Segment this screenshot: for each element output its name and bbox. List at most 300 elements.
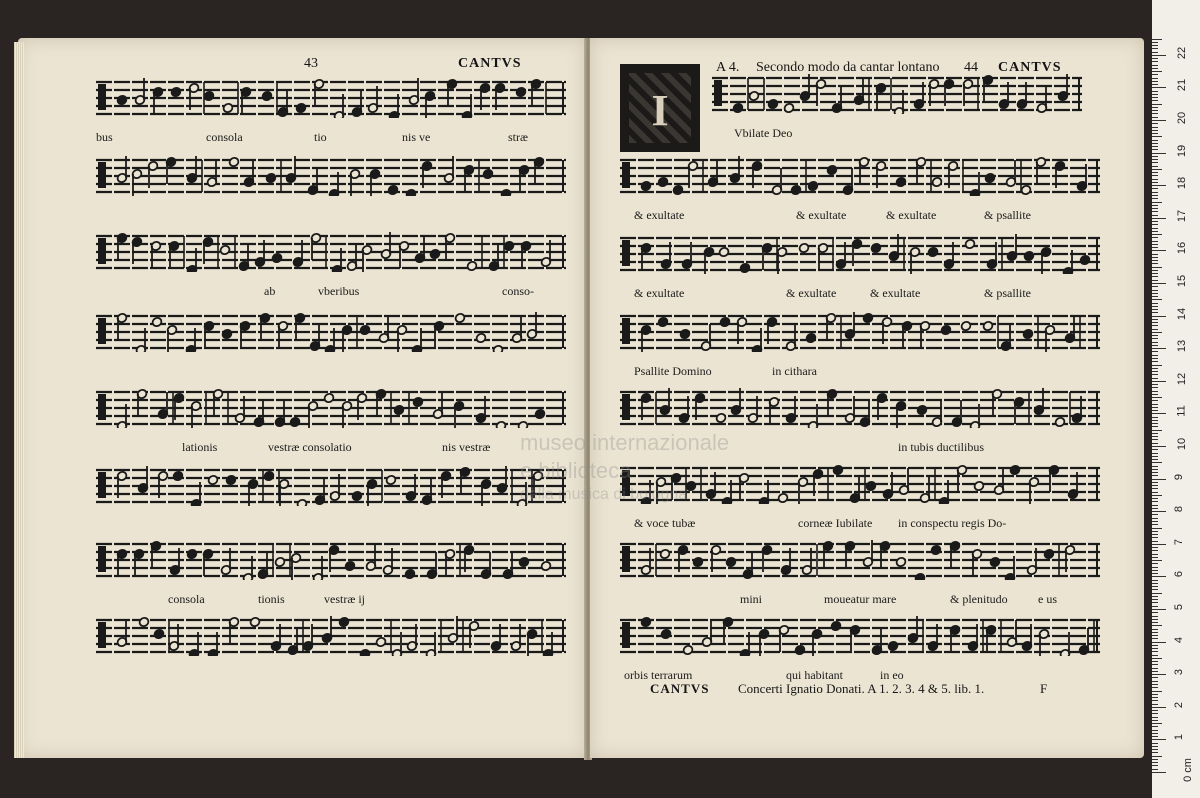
music-staff xyxy=(620,312,1100,352)
ruler-tick xyxy=(1152,691,1162,692)
ruler-label: 14 xyxy=(1176,307,1189,320)
ruler-tick xyxy=(1152,560,1162,561)
ruler-tick xyxy=(1152,563,1158,564)
lyric-text: & psallite xyxy=(984,286,1031,300)
ruler-tick xyxy=(1152,537,1158,538)
initial-letter: I xyxy=(651,86,669,135)
ruler-tick xyxy=(1152,655,1158,656)
ruler-tick xyxy=(1152,664,1158,665)
music-staff xyxy=(620,388,1100,428)
ruler-tick xyxy=(1152,681,1158,682)
ruler-tick xyxy=(1152,456,1158,457)
ruler-tick xyxy=(1152,39,1162,40)
ruler-tick xyxy=(1152,247,1158,248)
ruler-tick xyxy=(1152,299,1162,300)
lyric-text: & exultate xyxy=(870,286,921,300)
ruler-tick xyxy=(1152,338,1158,339)
ruler-tick xyxy=(1152,91,1158,92)
ruler-tick xyxy=(1152,739,1166,740)
page-edge xyxy=(14,42,24,758)
ruler-tick xyxy=(1152,361,1158,362)
watermark-line-3: della musica di bologna xyxy=(520,486,688,503)
ruler-label: 3 xyxy=(1173,669,1186,676)
ruler-tick xyxy=(1152,45,1158,46)
ruler-tick xyxy=(1152,625,1162,626)
ruler-tick xyxy=(1152,231,1158,232)
ruler-label: 5 xyxy=(1173,603,1186,611)
ruler-label: 6 xyxy=(1173,571,1186,578)
ruler-tick xyxy=(1152,547,1158,548)
ruler-tick xyxy=(1152,175,1158,176)
ruler-label: 20 xyxy=(1176,111,1189,125)
ruler-tick xyxy=(1152,348,1166,349)
ruler-tick xyxy=(1152,303,1158,304)
ruler-tick xyxy=(1152,632,1158,633)
ruler-tick xyxy=(1152,677,1158,678)
ruler-tick xyxy=(1152,104,1162,105)
ruler-tick xyxy=(1152,436,1158,437)
ruler-tick xyxy=(1152,459,1158,460)
ruler-tick xyxy=(1152,117,1158,118)
lyric-text: & plenitudo xyxy=(950,592,1008,606)
ruler-tick xyxy=(1152,746,1158,747)
music-staff xyxy=(620,540,1100,580)
ruler-tick xyxy=(1152,78,1158,79)
lyric-text: orbis terrarum xyxy=(624,668,693,682)
ruler-tick xyxy=(1152,257,1158,258)
lyric-text: mini xyxy=(740,592,763,606)
ruler-tick xyxy=(1152,365,1162,366)
ruler-tick xyxy=(1152,159,1158,160)
ruler-tick xyxy=(1152,756,1162,757)
lyric-text: & exultate xyxy=(634,208,685,222)
ruler-tick xyxy=(1152,475,1158,476)
lyric-text: Vbilate Deo xyxy=(734,126,793,140)
ruler-tick xyxy=(1152,671,1158,672)
ruler-tick xyxy=(1152,720,1158,721)
lyric-text: & exultate xyxy=(886,208,937,222)
lyric-text: nis vestræ xyxy=(442,440,491,454)
ruler-tick xyxy=(1152,149,1158,150)
ruler-tick xyxy=(1152,433,1158,434)
ruler-label: 16 xyxy=(1176,242,1189,255)
ruler-tick xyxy=(1152,482,1158,483)
music-staff xyxy=(96,466,566,506)
ruler-tick xyxy=(1152,71,1162,72)
ruler-tick xyxy=(1152,726,1158,727)
ruler-tick xyxy=(1152,55,1166,56)
ruler-tick xyxy=(1152,381,1166,382)
ruler-tick xyxy=(1152,84,1158,85)
lyric-text: bus xyxy=(96,130,113,144)
ruler-tick xyxy=(1152,616,1158,617)
right-running-head: CANTVS xyxy=(998,60,1062,75)
ruler-tick xyxy=(1152,136,1162,137)
ruler-tick xyxy=(1152,717,1158,718)
ruler-tick xyxy=(1152,505,1158,506)
ruler-tick xyxy=(1152,316,1166,317)
ruler-tick xyxy=(1152,514,1158,515)
ruler-tick xyxy=(1152,749,1158,750)
ruler-label: 4 xyxy=(1173,636,1186,643)
ruler-tick xyxy=(1152,179,1158,180)
piece-title: Secondo modo da cantar lontano xyxy=(756,60,940,75)
ruler-tick xyxy=(1152,466,1158,467)
music-staff xyxy=(712,74,1082,114)
ruler-tick xyxy=(1152,413,1166,414)
ruler-tick xyxy=(1152,127,1158,128)
ruler-tick xyxy=(1152,273,1158,274)
ruler-label: 11 xyxy=(1175,405,1188,418)
ruler-tick xyxy=(1152,293,1158,294)
lyric-text: lationis xyxy=(182,440,218,454)
ruler-tick xyxy=(1152,668,1158,669)
ruler-tick xyxy=(1152,182,1158,183)
ruler-tick xyxy=(1152,211,1158,212)
ruler-tick xyxy=(1152,599,1158,600)
ruler-tick xyxy=(1152,309,1158,310)
ruler-tick xyxy=(1152,557,1158,558)
ruler-tick xyxy=(1152,61,1158,62)
ruler-tick xyxy=(1152,371,1158,372)
ruler-tick xyxy=(1152,312,1158,313)
music-staff xyxy=(620,616,1100,656)
lyric-text: moueatur mare xyxy=(824,592,897,606)
lyric-text: in eo xyxy=(880,668,904,682)
music-staff xyxy=(620,156,1100,196)
ruler-label: 15 xyxy=(1176,274,1189,288)
ruler-tick xyxy=(1152,743,1158,744)
ruler-tick xyxy=(1152,645,1158,646)
ruler-tick xyxy=(1152,74,1158,75)
ruler-tick xyxy=(1152,198,1158,199)
ruler-tick xyxy=(1152,541,1158,542)
ruler-tick xyxy=(1152,87,1166,88)
ruler-tick xyxy=(1152,156,1158,157)
ruler-label: 7 xyxy=(1173,538,1186,545)
ruler-label: 13 xyxy=(1176,340,1189,353)
ruler-tick xyxy=(1152,378,1158,379)
lyric-text: nis ve xyxy=(402,130,431,144)
ruler-tick xyxy=(1152,97,1158,98)
ruler-tick xyxy=(1152,752,1158,753)
music-staff xyxy=(96,540,566,580)
lyric-text: tio xyxy=(314,130,327,144)
ruler-tick xyxy=(1152,254,1158,255)
ruler-tick xyxy=(1152,524,1158,525)
ruler-tick xyxy=(1152,697,1158,698)
ruler-label: 21 xyxy=(1176,79,1189,92)
ruler-label: 22 xyxy=(1176,46,1189,59)
ruler-tick xyxy=(1152,762,1158,763)
ruler-tick xyxy=(1152,651,1158,652)
ruler-tick xyxy=(1152,765,1158,766)
ruler-tick xyxy=(1152,707,1166,708)
ruler-tick xyxy=(1152,244,1158,245)
lyric-text: vestræ consolatio xyxy=(268,440,352,454)
ruler-tick xyxy=(1152,107,1158,108)
ruler-tick xyxy=(1152,704,1158,705)
ruler-tick xyxy=(1152,202,1162,203)
ruler-tick xyxy=(1152,492,1158,493)
ruler-tick xyxy=(1152,81,1158,82)
ruler-tick xyxy=(1152,263,1158,264)
ruler-tick xyxy=(1152,420,1158,421)
ruler-tick xyxy=(1152,100,1158,101)
music-staff xyxy=(620,234,1100,274)
ruler-tick xyxy=(1152,449,1158,450)
ruler-label: 18 xyxy=(1176,177,1189,190)
ruler-tick xyxy=(1152,192,1158,193)
ruler-tick xyxy=(1152,521,1158,522)
music-staff xyxy=(96,78,566,118)
left-page-number: 43 xyxy=(304,56,318,71)
ruler-tick xyxy=(1152,215,1158,216)
ruler-tick xyxy=(1152,195,1158,196)
ruler-tick xyxy=(1152,658,1162,659)
ruler-tick xyxy=(1152,205,1158,206)
left-page xyxy=(18,38,586,758)
ruler-tick xyxy=(1152,270,1158,271)
ruler-tick xyxy=(1152,684,1158,685)
ruler-label: 2 xyxy=(1173,701,1186,708)
ruler-tick xyxy=(1152,130,1158,131)
ruler-tick xyxy=(1152,140,1158,141)
lyric-text: consola xyxy=(206,130,243,144)
lyric-text: conso- xyxy=(502,284,534,298)
ruler-tick xyxy=(1152,687,1158,688)
ruler-label: 17 xyxy=(1176,209,1189,222)
ruler-tick xyxy=(1152,166,1158,167)
ruler-tick xyxy=(1152,153,1166,154)
ruler-tick xyxy=(1152,518,1158,519)
footer-voice: CANTVS xyxy=(650,681,710,696)
ruler-tick xyxy=(1152,508,1158,509)
ruler-tick xyxy=(1152,583,1158,584)
lyric-text: ab xyxy=(264,284,276,298)
ruler-tick xyxy=(1152,234,1162,235)
ruler-tick xyxy=(1152,276,1158,277)
signature-mark: F xyxy=(1040,681,1048,696)
ruler-label: 1 xyxy=(1173,734,1186,741)
ruler-tick xyxy=(1152,609,1166,610)
ruler-tick xyxy=(1152,453,1158,454)
ruler-tick xyxy=(1152,531,1158,532)
ruler-tick xyxy=(1152,736,1158,737)
ruler-tick xyxy=(1152,570,1158,571)
lyric-text: vberibus xyxy=(318,284,360,298)
ruler-tick xyxy=(1152,286,1158,287)
ruler-tick xyxy=(1152,407,1158,408)
ruler-label: 19 xyxy=(1176,144,1189,157)
music-staff xyxy=(96,232,566,272)
ruler-label: 0 cm xyxy=(1181,758,1194,782)
ruler-tick xyxy=(1152,162,1158,163)
ruler-label: 8 xyxy=(1173,506,1186,513)
ruler-tick xyxy=(1152,619,1158,620)
ruler-tick xyxy=(1152,52,1158,53)
ruler-tick xyxy=(1152,629,1158,630)
music-staff xyxy=(96,616,566,656)
ruler-tick xyxy=(1152,146,1158,147)
ruler-tick xyxy=(1152,472,1158,473)
voice-count: A 4. xyxy=(716,60,740,75)
lyric-text: in tubis ductilibus xyxy=(898,440,985,454)
ruler-tick xyxy=(1152,576,1166,577)
ruler-tick xyxy=(1152,469,1158,470)
ruler-tick xyxy=(1152,772,1166,773)
lyric-text: in cithara xyxy=(772,364,817,378)
ruler-tick xyxy=(1152,94,1158,95)
ruler-tick xyxy=(1152,446,1166,447)
lyric-text: qui habitant xyxy=(786,668,843,682)
watermark-line-1: museo internazionale xyxy=(520,430,730,455)
ruler-tick xyxy=(1152,713,1158,714)
ruler-tick xyxy=(1152,391,1158,392)
ruler-tick xyxy=(1152,172,1158,173)
ruler-tick xyxy=(1152,358,1158,359)
right-page-number: 44 xyxy=(964,60,978,75)
ruler-tick xyxy=(1152,400,1158,401)
ruler-tick xyxy=(1152,544,1166,545)
ruler-tick xyxy=(1152,554,1158,555)
ruler-label: 12 xyxy=(1176,372,1189,385)
music-staff xyxy=(620,464,1100,504)
ruler-tick xyxy=(1152,267,1162,268)
ruler-tick xyxy=(1152,488,1158,489)
lyric-text: corneæ Iubilate xyxy=(798,516,873,530)
watermark-line-2: e biblioteca xyxy=(520,458,632,483)
lyric-text: in conspectu regis Do- xyxy=(898,516,1007,530)
ruler-tick xyxy=(1152,498,1158,499)
ruler-tick xyxy=(1152,430,1162,431)
music-staff xyxy=(96,156,566,196)
ruler-tick xyxy=(1152,573,1158,574)
left-running-head: CANTVS xyxy=(458,56,522,71)
decorated-initial xyxy=(620,64,700,152)
music-staff xyxy=(96,312,566,352)
ruler-tick xyxy=(1152,224,1158,225)
ruler-tick xyxy=(1152,462,1162,463)
ruler-tick xyxy=(1152,133,1158,134)
lyric-text: & exultate xyxy=(786,286,837,300)
ruler-tick xyxy=(1152,241,1158,242)
ruler-tick xyxy=(1152,113,1158,114)
music-staff xyxy=(96,388,566,428)
ruler-tick xyxy=(1152,674,1166,675)
ruler-tick xyxy=(1152,612,1158,613)
ruler-tick xyxy=(1152,485,1158,486)
ruler-tick xyxy=(1152,661,1158,662)
lyric-text: stræ xyxy=(508,130,529,144)
ruler-tick xyxy=(1152,534,1158,535)
ruler-tick xyxy=(1152,479,1166,480)
ruler-tick xyxy=(1152,648,1158,649)
ruler-tick xyxy=(1152,319,1158,320)
ruler-tick xyxy=(1152,394,1158,395)
ruler-tick xyxy=(1152,426,1158,427)
ruler-tick xyxy=(1152,143,1158,144)
ruler-tick xyxy=(1152,759,1158,760)
ruler-tick xyxy=(1152,374,1158,375)
ruler-tick xyxy=(1152,345,1158,346)
ruler-tick xyxy=(1152,642,1166,643)
right-page xyxy=(590,38,1144,758)
ruler-tick xyxy=(1152,439,1158,440)
ruler-tick xyxy=(1152,250,1166,251)
lyric-text: e us xyxy=(1038,592,1057,606)
ruler-tick xyxy=(1152,306,1158,307)
ruler-tick xyxy=(1152,185,1166,186)
ruler-tick xyxy=(1152,622,1158,623)
ruler-tick xyxy=(1152,586,1158,587)
ruler-tick xyxy=(1152,495,1162,496)
ruler-tick xyxy=(1152,48,1158,49)
ruler-tick xyxy=(1152,283,1166,284)
ruler-tick xyxy=(1152,218,1166,219)
ruler-label: 9 xyxy=(1173,473,1186,480)
lyric-text: tionis xyxy=(258,592,285,606)
footer-text: Concerti Ignatio Donati. A 1. 2. 3. 4 & 5. lib. 1. xyxy=(738,681,985,696)
ruler-tick xyxy=(1152,237,1158,238)
ruler-tick xyxy=(1152,700,1158,701)
ruler-tick xyxy=(1152,329,1158,330)
ruler-tick xyxy=(1152,733,1158,734)
ruler-tick xyxy=(1152,342,1158,343)
ruler-tick xyxy=(1152,355,1158,356)
ruler-tick xyxy=(1152,410,1158,411)
ruler-tick xyxy=(1152,580,1158,581)
lyric-text: & psallite xyxy=(984,208,1031,222)
ruler-tick xyxy=(1152,723,1162,724)
ruler-tick xyxy=(1152,68,1158,69)
ruler-tick xyxy=(1152,596,1158,597)
ruler-tick xyxy=(1152,42,1158,43)
ruler-tick xyxy=(1152,325,1158,326)
ruler-tick xyxy=(1152,221,1158,222)
ruler-tick xyxy=(1152,260,1158,261)
ruler-tick xyxy=(1152,423,1158,424)
ruler-tick xyxy=(1152,387,1158,388)
ruler-tick xyxy=(1152,123,1158,124)
ruler-tick xyxy=(1152,769,1158,770)
ruler-tick xyxy=(1152,694,1158,695)
ruler-tick xyxy=(1152,550,1158,551)
lyric-text: Psallite Domino xyxy=(634,364,712,378)
ruler-tick xyxy=(1152,593,1162,594)
ruler-tick xyxy=(1152,567,1158,568)
ruler-tick xyxy=(1152,511,1166,512)
ruler-tick xyxy=(1152,332,1162,333)
ruler-tick xyxy=(1152,501,1158,502)
ruler-tick xyxy=(1152,290,1158,291)
ruler-tick xyxy=(1152,58,1158,59)
ruler-tick xyxy=(1152,397,1162,398)
ruler-tick xyxy=(1152,169,1162,170)
ruler-tick xyxy=(1152,417,1158,418)
ruler-tick xyxy=(1152,188,1158,189)
ruler-label: 10 xyxy=(1176,437,1189,451)
ruler-tick xyxy=(1152,384,1158,385)
ruler-tick xyxy=(1152,730,1158,731)
ruler-tick xyxy=(1152,528,1162,529)
ruler-tick xyxy=(1152,228,1158,229)
ruler-tick xyxy=(1152,443,1158,444)
ruler-tick xyxy=(1152,404,1158,405)
lyric-text: & voce tubæ xyxy=(634,516,696,530)
open-book xyxy=(18,38,1144,760)
ruler-tick xyxy=(1152,638,1158,639)
